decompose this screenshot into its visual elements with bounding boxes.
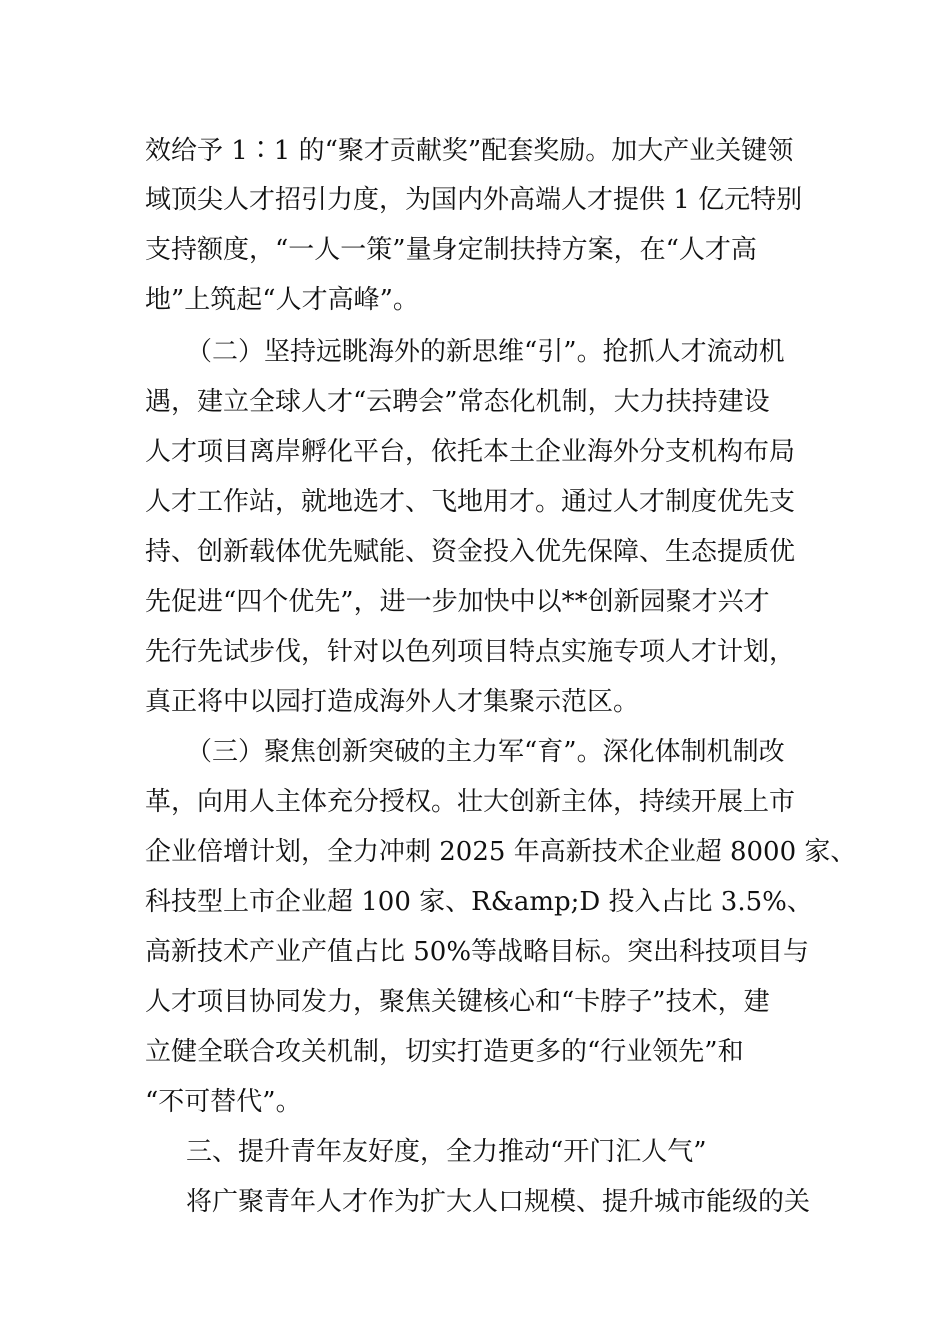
text-line: 效给予 1∶1 的“聚才贡献奖”配套奖励。加大产业关键领 [145,136,794,166]
text-line: 企业倍增计划，全力冲刺 2025 年高新技术企业超 8000 家、 [145,837,857,867]
text-line: 将广聚青年人才作为扩大人口规模、提升城市能级的关 [186,1187,811,1217]
text-line: 人才项目协同发力，聚焦关键核心和“卡脖子”技术，建 [145,987,770,1017]
text-line: 真正将中以园打造成海外人才集聚示范区。 [145,687,640,717]
text-line: 支持额度，“一人一策”量身定制扶持方案，在“人才高 [145,235,757,265]
text-line: 人才项目离岸孵化平台，依托本土企业海外分支机构布局 [145,437,796,467]
text-line: 人才工作站，就地选才、飞地用才。通过人才制度优先支 [145,487,796,517]
text-line: 遇，建立全球人才“云聘会”常态化机制，大力扶持建设 [145,387,770,417]
text-line: 科技型上市企业超 100 家、R&amp;D 投入占比 3.5%、 [145,887,813,917]
section-heading: 三、提升青年友好度，全力推动“开门汇人气” [186,1137,707,1167]
text-line: “不可替代”。 [145,1087,302,1117]
text-line: 立健全联合攻关机制，切实打造更多的“行业领先”和 [145,1037,744,1067]
text-line: 持、创新载体优先赋能、资金投入优先保障、生态提质优 [145,537,796,567]
text-line: 革，向用人主体充分授权。壮大创新主体，持续开展上市 [145,787,796,817]
text-line: （三）聚焦创新突破的主力军“育”。深化体制机制改 [186,737,785,767]
text-line: 先促进“四个优先”，进一步加快中以**创新园聚才兴才 [145,587,770,617]
text-line: 地”上筑起“人才高峰”。 [145,285,419,315]
text-line: 高新技术产业产值占比 50%等战略目标。突出科技项目与 [145,937,810,967]
text-line: 域顶尖人才招引力度，为国内外高端人才提供 1 亿元特别 [145,185,803,215]
text-line: 先行先试步伐，针对以色列项目特点实施专项人才计划， [145,637,796,667]
text-line: （二）坚持远眺海外的新思维“引”。抢抓人才流动机 [186,337,785,367]
